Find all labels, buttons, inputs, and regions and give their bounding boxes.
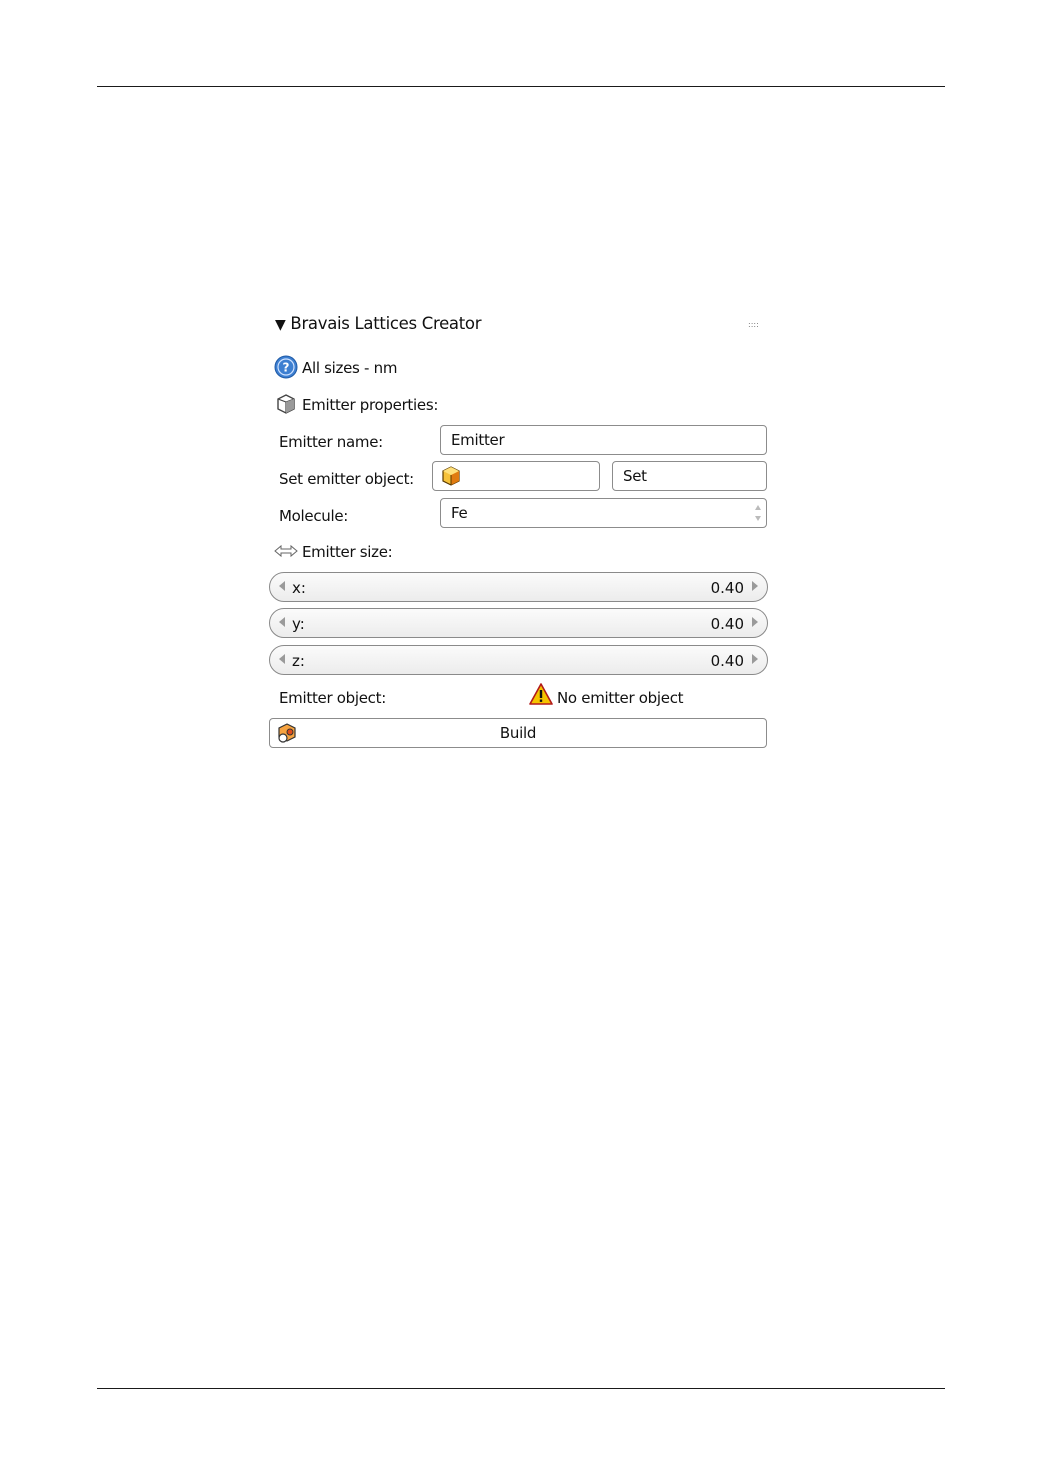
molecule-label: Molecule: <box>279 507 349 525</box>
size-z-label: z: <box>292 652 305 670</box>
collapse-arrow-icon[interactable]: ▼ <box>275 317 286 333</box>
increment-arrow-icon[interactable] <box>752 617 758 627</box>
molecule-select[interactable] <box>440 498 767 528</box>
emitter-object-status: No emitter object <box>557 689 684 707</box>
emitter-object-field[interactable] <box>432 461 600 491</box>
set-emitter-object-label: Set emitter object: <box>279 470 414 488</box>
size-y-value: 0.40 <box>710 615 744 633</box>
drag-handle[interactable]: :::: <box>748 320 759 329</box>
molecule-value: Fe <box>451 504 468 522</box>
emitter-size-label: Emitter size: <box>302 543 393 561</box>
top-rule <box>97 86 945 87</box>
size-x-slider[interactable] <box>269 572 768 602</box>
increment-arrow-icon[interactable] <box>752 654 758 664</box>
bravais-lattices-panel <box>266 305 772 755</box>
size-x-value: 0.40 <box>710 579 744 597</box>
emitter-name-input[interactable] <box>440 425 767 455</box>
build-button-label: Build <box>499 724 537 742</box>
warning-triangle-icon <box>529 683 553 709</box>
decrement-arrow-icon[interactable] <box>279 617 285 627</box>
panel-title: Bravais Lattices Creator <box>290 314 482 333</box>
cube-outline-icon <box>275 393 297 419</box>
resize-arrows-icon <box>273 543 299 563</box>
emitter-name-label: Emitter name: <box>279 433 383 451</box>
decrement-arrow-icon[interactable] <box>279 581 285 591</box>
set-button-label: Set <box>623 467 647 485</box>
size-z-value: 0.40 <box>710 652 744 670</box>
info-text: All sizes - nm <box>302 359 398 377</box>
spinner-arrows-icon[interactable] <box>754 503 762 527</box>
emitter-name-value: Emitter <box>451 431 505 449</box>
size-y-label: y: <box>292 615 305 633</box>
emitter-properties-label: Emitter properties: <box>302 396 439 414</box>
svg-text:?: ? <box>282 360 290 375</box>
size-x-label: x: <box>292 579 306 597</box>
size-y-slider[interactable] <box>269 608 768 638</box>
question-circle-icon <box>274 355 298 383</box>
build-button[interactable] <box>269 718 767 748</box>
panel-header[interactable] <box>275 314 481 333</box>
decrement-arrow-icon[interactable] <box>279 654 285 664</box>
size-z-slider[interactable] <box>269 645 768 675</box>
bottom-rule <box>97 1388 945 1389</box>
increment-arrow-icon[interactable] <box>752 581 758 591</box>
emitter-object-label: Emitter object: <box>279 689 386 707</box>
orange-cube-icon <box>440 465 462 491</box>
set-button[interactable] <box>612 461 767 491</box>
